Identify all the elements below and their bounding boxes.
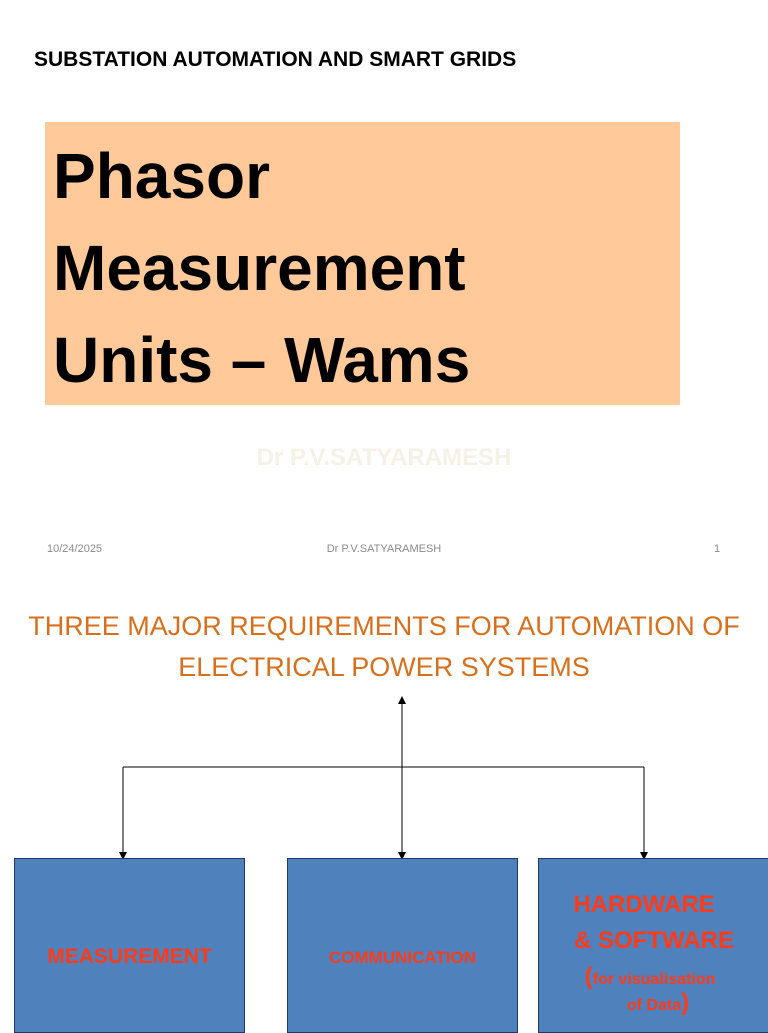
course-title: SUBSTATION AUTOMATION AND SMART GRIDS [34, 48, 517, 71]
footer-page-number: 1 [714, 543, 721, 555]
footer-date: 10/24/2025 [47, 543, 103, 555]
title-box [45, 122, 680, 405]
author-name: Dr P.V.SATYARAMESH [256, 444, 512, 471]
visualisation-label [535, 963, 765, 991]
title-line-3: Units – Wams [53, 324, 471, 396]
footer-author: Dr P.V.SATYARAMESH [326, 543, 442, 555]
measurement-label: MEASUREMENT [47, 945, 212, 968]
close-paren: ) [681, 989, 690, 1016]
data-label [543, 989, 768, 1017]
slide-2-title-line-2: ELECTRICAL POWER SYSTEMS [178, 652, 590, 682]
data-text: of Data [626, 997, 682, 1014]
hardware-label: HARDWARE [573, 891, 715, 918]
measurement-box [14, 858, 245, 1033]
title-line-2: Measurement [53, 232, 466, 304]
title-line-1: Phasor [53, 140, 270, 212]
visualisation-text: for visualisation [592, 971, 716, 988]
communication-box [287, 858, 518, 1033]
communication-label: COMMUNICATION [329, 948, 476, 967]
slide-2-title-line-1: THREE MAJOR REQUIREMENTS FOR AUTOMATION OF [28, 611, 740, 641]
software-label: & SOFTWARE [574, 927, 734, 954]
hardware-software-box [538, 858, 768, 1033]
open-paren: ( [584, 963, 593, 990]
slide-2 [0, 576, 768, 1024]
